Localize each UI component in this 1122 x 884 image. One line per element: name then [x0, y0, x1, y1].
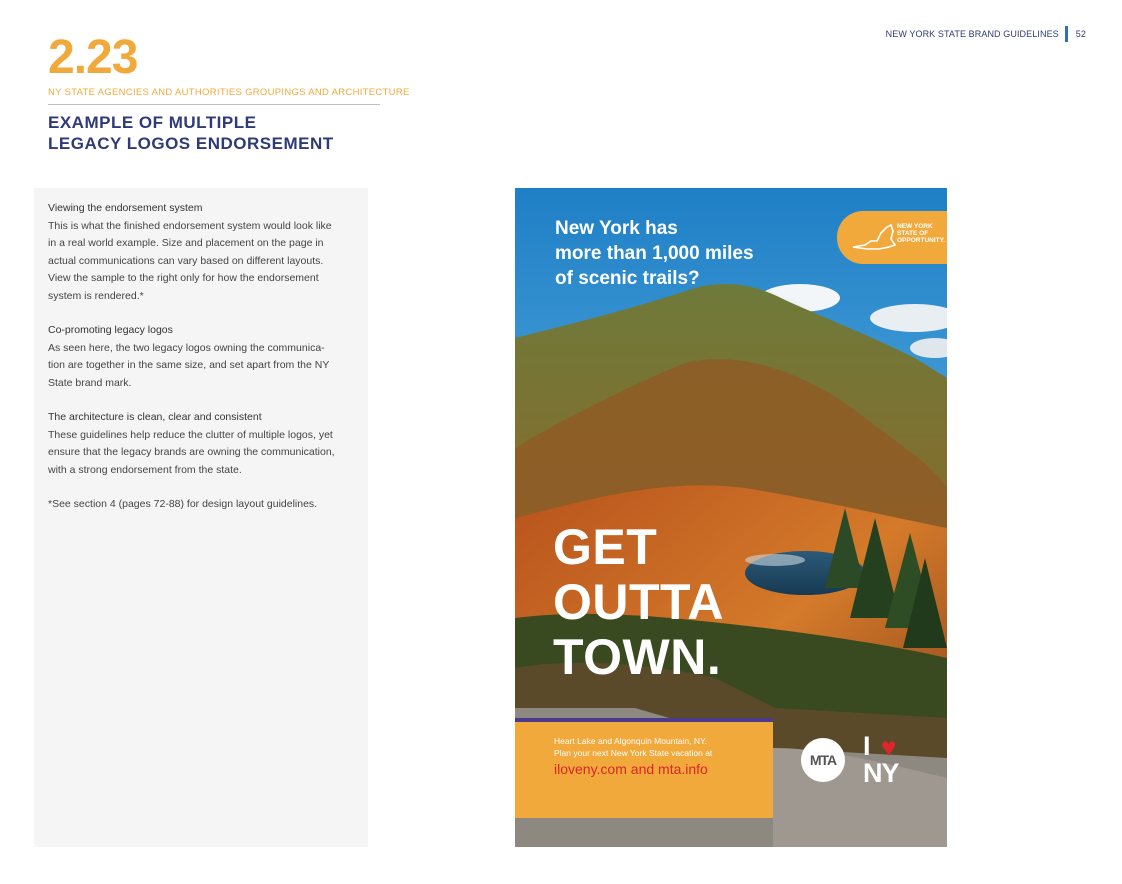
- paragraph-line: in a real world example. Size and placement on the page in: [48, 237, 324, 249]
- paragraph-line: system is rendered.*: [48, 289, 144, 302]
- poster-question-line: more than 1,000 miles: [555, 243, 754, 264]
- header-divider: [1065, 26, 1068, 42]
- paragraph-line: ensure that the legacy brands are owning the communication,: [48, 446, 335, 458]
- poster-links: [554, 761, 769, 777]
- poster-question: [555, 216, 815, 291]
- headline-line: OUTTA: [553, 574, 724, 630]
- poster-info-box: [515, 722, 773, 818]
- poster-caption: [554, 736, 764, 759]
- poster-headline: [553, 520, 724, 685]
- page-number: 52: [1075, 29, 1086, 39]
- running-header: [886, 26, 1086, 42]
- iny-letter-i: I: [863, 731, 871, 761]
- paragraph-line: tion are together in the same size, and set apart from the NY: [48, 359, 330, 371]
- divider-rule: [48, 104, 380, 105]
- paragraph-architecture: [48, 409, 354, 479]
- paragraph-heading: The architecture is clean, clear and consistent: [48, 411, 262, 423]
- paragraph-line: View the sample to the right only for how the endorsement: [48, 272, 319, 284]
- ny-state-logo-text: [897, 223, 946, 244]
- section-subtitle: NY STATE AGENCIES AND AUTHORITIES GROUPINGS AND ARCHITECTURE: [48, 87, 410, 98]
- caption-line: Plan your next New York State vacation at: [554, 747, 713, 758]
- guide-title: NEW YORK STATE BRAND GUIDELINES: [885, 29, 1059, 39]
- poster-sample: [515, 188, 947, 847]
- caption-line: Heart Lake and Algonquin Mountain, NY.: [554, 736, 707, 746]
- paragraph-line: State brand mark.: [48, 376, 132, 389]
- heart-icon: ♥: [881, 731, 897, 762]
- headline-line: GET: [553, 519, 658, 575]
- paragraph-heading: Viewing the endorsement system: [48, 202, 203, 214]
- page-title-line: EXAMPLE OF MULTIPLE: [48, 113, 257, 132]
- paragraph-copromoting: [48, 322, 354, 392]
- ny-state-map-icon: [849, 223, 899, 253]
- page-title-line: LEGACY LOGOS ENDORSEMENT: [48, 134, 334, 153]
- paragraph-line: As seen here, the two legacy logos owning the communica-: [48, 341, 325, 354]
- page-title: [48, 112, 408, 154]
- logo-line: STATE OF: [897, 230, 929, 237]
- paragraph-line: This is what the finished endorsement system would look like: [48, 219, 332, 232]
- paragraph-viewing: [48, 200, 354, 305]
- iny-letters-ny: NY: [863, 758, 899, 788]
- iloveny-link[interactable]: iloveny.com: [554, 761, 627, 777]
- paragraph-line: actual communications can vary based on different layouts.: [48, 254, 324, 267]
- mta-logo-text: MTA: [809, 752, 837, 768]
- text-panel: [34, 188, 368, 847]
- logo-line: OPPORTUNITY.: [897, 237, 946, 244]
- logo-line: NEW YORK: [897, 223, 933, 230]
- poster-question-line: of scenic trails?: [555, 268, 700, 289]
- paragraph-line: These guidelines help reduce the clutter of multiple logos, yet: [48, 428, 333, 441]
- paragraph-line: with a strong endorsement from the state.: [48, 463, 242, 476]
- poster-question-line: New York has: [555, 218, 678, 239]
- i-love-ny-logo: [863, 733, 919, 789]
- mta-link[interactable]: mta.info: [658, 761, 708, 777]
- ny-state-logo-tab: [837, 211, 947, 264]
- links-and: and: [630, 761, 655, 777]
- mta-logo: [801, 738, 845, 782]
- footnote: *See section 4 (pages 72-88) for design layout guidelines.: [48, 498, 318, 510]
- headline-line: TOWN.: [553, 629, 722, 685]
- section-number: 2.23: [48, 31, 138, 84]
- paragraph-heading: Co-promoting legacy logos: [48, 324, 173, 336]
